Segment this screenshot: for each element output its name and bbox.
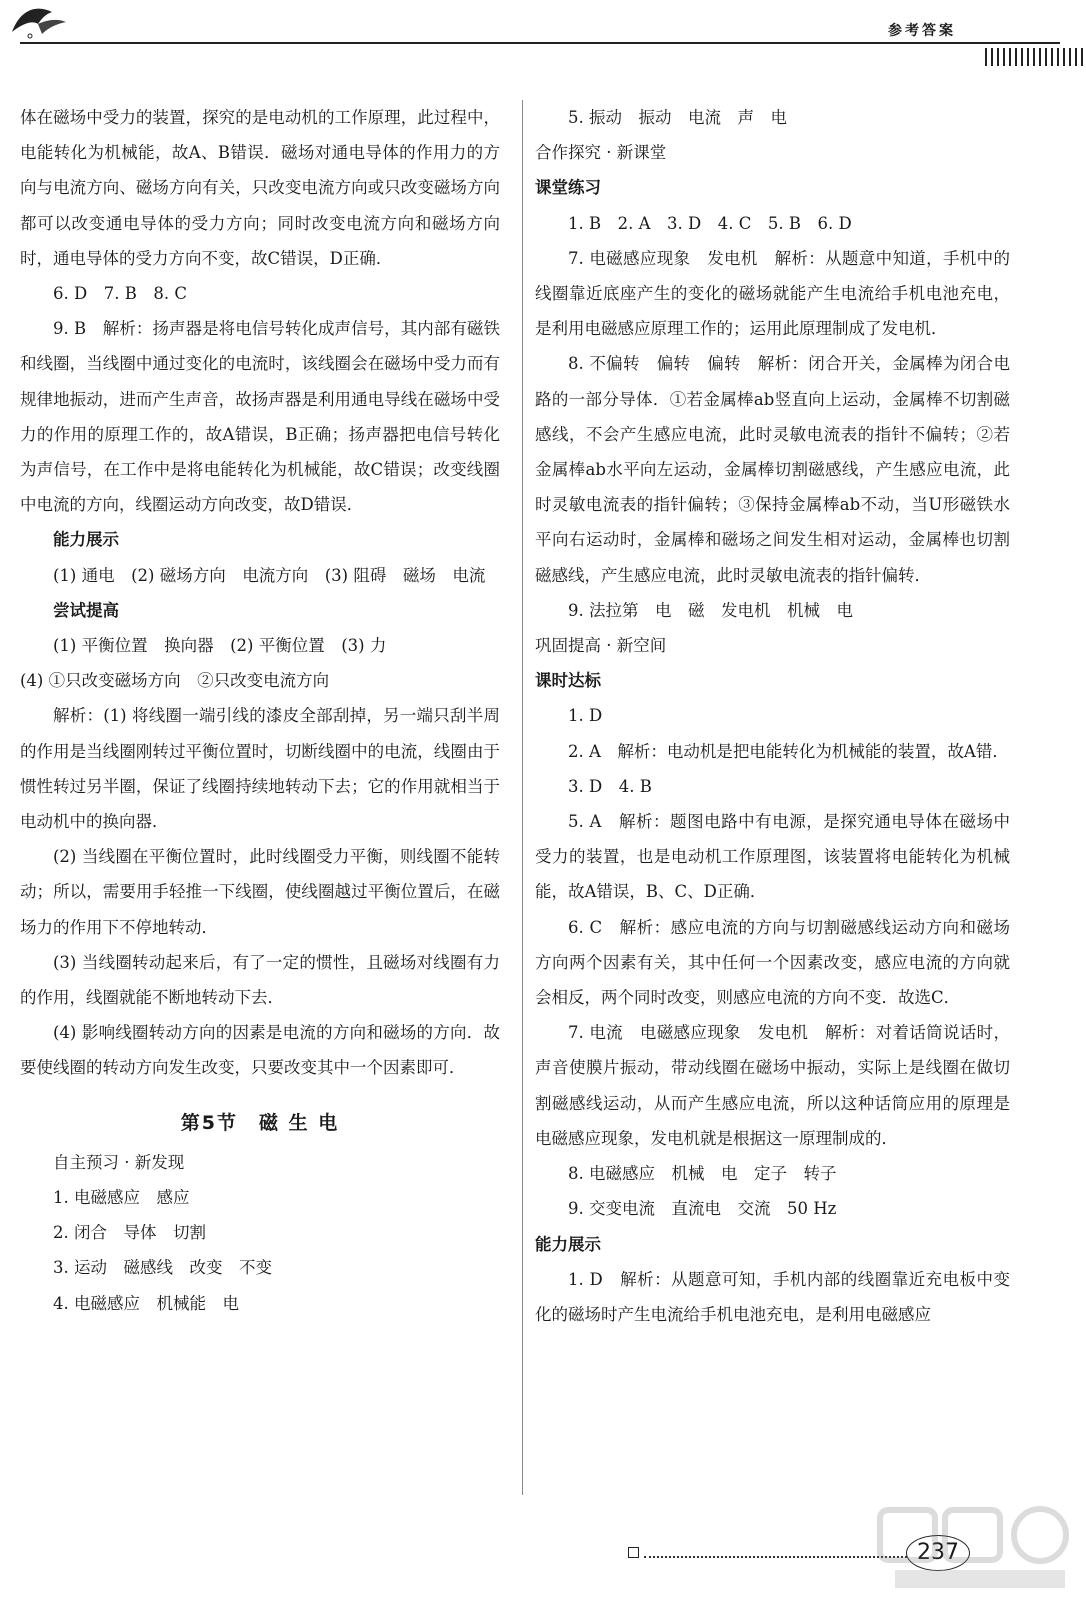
part-heading: 合作探究 · 新课堂 xyxy=(535,143,667,163)
answer-line: 5. 振动 振动 电流 声 电 xyxy=(568,108,787,127)
answer-paragraph: 6. C 解析：感应电流的方向与切割磁感线运动方向和磁场方向两个因素有关，其中任何一个因素改变，感应电流的方向就会相反，两个同时改变，则感应电流的方向不变．故选C． xyxy=(535,917,1010,1008)
answer-paragraph: 1. D 解析：从题意可知，手机内部的线圈靠近充电板中变化的磁场时产生电流给手机电池充电，是利用电磁感应 xyxy=(535,1269,1010,1324)
left-column xyxy=(20,100,500,1321)
column-divider xyxy=(522,100,523,1495)
answer-line: 9. 法拉第 电 磁 发电机 机械 电 xyxy=(568,600,853,620)
answer-paragraph: 体在磁场中受力的装置，探究的是电动机的工作原理，此过程中，电能转化为机械能，故A、B错误．磁场对通电导体的作用力的方向与电流方向、磁场方向有关，只改变电流方向或只改变磁场方向都可以改变通电导体的受力方向；同时改变电流方向和磁场方向时，通电导体的受力方向不变，故C错误，D正确． xyxy=(20,108,500,268)
subsection-heading: 课堂练习 xyxy=(535,178,601,198)
answer-paragraph: (4) 影响线圈转动方向的因素是电流的方向和磁场的方向．故要使线圈的转动方向发生改变，只要改变其中一个因素即可． xyxy=(20,1023,500,1078)
answer-line: 8. 电磁感应 机械 电 定子 转子 xyxy=(568,1164,837,1184)
section-title: 第5节 磁 生 电 xyxy=(180,1111,340,1134)
right-column xyxy=(535,100,1010,1332)
watermark-logo-icon xyxy=(875,1500,1075,1595)
answer-paragraph: 9. B 解析：扬声器是将电信号转化成声信号，其内部有磁铁和线圈，当线圈中通过变化的电流时，该线圈会在磁场中受力而有规律地振动，进而产生声音，故扬声器是利用通电导线在磁场中受力的作用的原理工作的，故A错误，B正确；扬声器把电信号转化为声信号，在工作中是将电能转化为机械能，故C错误；改变线圈中电流的方向，线圈运动方向改变，故D错误． xyxy=(20,319,500,515)
answer-line: (4) ①只改变磁场方向 ②只改变电流方向 xyxy=(20,671,330,691)
answer-paragraph: 5. A 解析：题图电路中有电源，是探究通电导体在磁场中受力的装置，也是电动机工作原理图，该装置将电能转化为机械能，故A错误，B、C、D正确． xyxy=(535,812,1010,902)
answer-paragraph: 7. 电流 电磁感应现象 发电机 解析：对着话筒说话时，声音使膜片振动，带动线圈在磁场中振动，实际上是线圈在做切割磁感线运动，从而产生感应电流，所以这种话筒应用的原理是电磁感应现象，发电机就是根据这一原理制成的． xyxy=(535,1023,1010,1148)
answer-paragraph: (3) 当线圈转动起来后，有了一定的惯性，且磁场对线圈有力的作用，线圈就能不断地转动下去． xyxy=(20,952,500,1008)
answer-paragraph: (2) 当线圈在平衡位置时，此时线圈受力平衡，则线圈不能转动；所以，需要用手轻推一下线圈，使线圈越过平衡位置后，在磁场力的作用下不停地转动． xyxy=(20,847,500,937)
answer-line: 1. D xyxy=(568,706,603,726)
answer-line: 3. 运动 磁感线 改变 不变 xyxy=(53,1258,272,1278)
page-header xyxy=(0,0,1086,70)
subsection-heading: 能力展示 xyxy=(53,530,119,550)
answer-paragraph: 2. A 解析：电动机是把电能转化为机械能的装置，故A错． xyxy=(568,741,1009,761)
part-heading: 自主预习 · 新发现 xyxy=(53,1152,185,1172)
answer-line: 4. 电磁感应 机械能 电 xyxy=(53,1293,239,1313)
page-number: 237 xyxy=(906,1535,970,1571)
header-label: 参考答案 xyxy=(888,23,956,39)
answer-paragraph: 8. 不偏转 偏转 偏转 解析：闭合开关，金属棒为闭合电路的一部分导体．①若金属棒ab竖直向上运动，金属棒不切割磁感线，不会产生感应电流，此时灵敏电流表的指针不偏转；②若金属棒ab水平向左运动，金属棒切割磁感线，产生感应电流，此时灵敏电流表的指针偏转；③保持金属棒ab不动，当U形磁铁水平向右运动时，金属棒和磁场之间发生相对运动，金属棒也切割磁感线，产生感应电流，此时灵敏电流表的指针偏转． xyxy=(535,354,1010,585)
header-tick-marks xyxy=(985,48,1083,66)
answer-paragraph: 7. 电磁感应现象 发电机 解析：从题意中知道，手机中的线圈靠近底座产生的变化的磁场就能产生电流给手机电池充电，是利用电磁感应原理工作的；运用此原理制成了发电机． xyxy=(535,248,1010,339)
bird-logo-icon xyxy=(8,2,68,40)
answer-paragraph: 解析：(1) 将线圈一端引线的漆皮全部刮掉，另一端只刮半周的作用是当线圈刚转过平衡位置时，切断线圈中的电流，线圈由于惯性转过另半圈，保证了线圈持续地转动下去；它的作用就相当于电动机中的换向器． xyxy=(20,706,500,832)
answer-line: 1. B 2. A 3. D 4. C 5. B 6. D xyxy=(568,213,852,233)
answer-line: 2. 闭合 导体 切割 xyxy=(53,1223,206,1243)
answer-line: 1. 电磁感应 感应 xyxy=(53,1187,190,1207)
footer-square-icon xyxy=(628,1547,639,1558)
answer-line: (1) 平衡位置 换向器 (2) 平衡位置 (3) 力 xyxy=(53,636,387,656)
subsection-heading: 尝试提高 xyxy=(53,600,119,620)
part-heading: 巩固提高 · 新空间 xyxy=(535,636,667,656)
subsection-heading: 课时达标 xyxy=(535,671,601,691)
header-rule xyxy=(20,42,1060,44)
answer-line: (1) 通电 (2) 磁场方向 电流方向 (3) 阻碍 磁场 电流 xyxy=(53,565,486,585)
subsection-heading: 能力展示 xyxy=(535,1234,601,1254)
answer-line: 9. 交变电流 直流电 交流 50 Hz xyxy=(568,1199,837,1219)
answer-line: 6. D 7. B 8. C xyxy=(53,284,187,304)
answer-line: 3. D 4. B xyxy=(568,776,652,796)
